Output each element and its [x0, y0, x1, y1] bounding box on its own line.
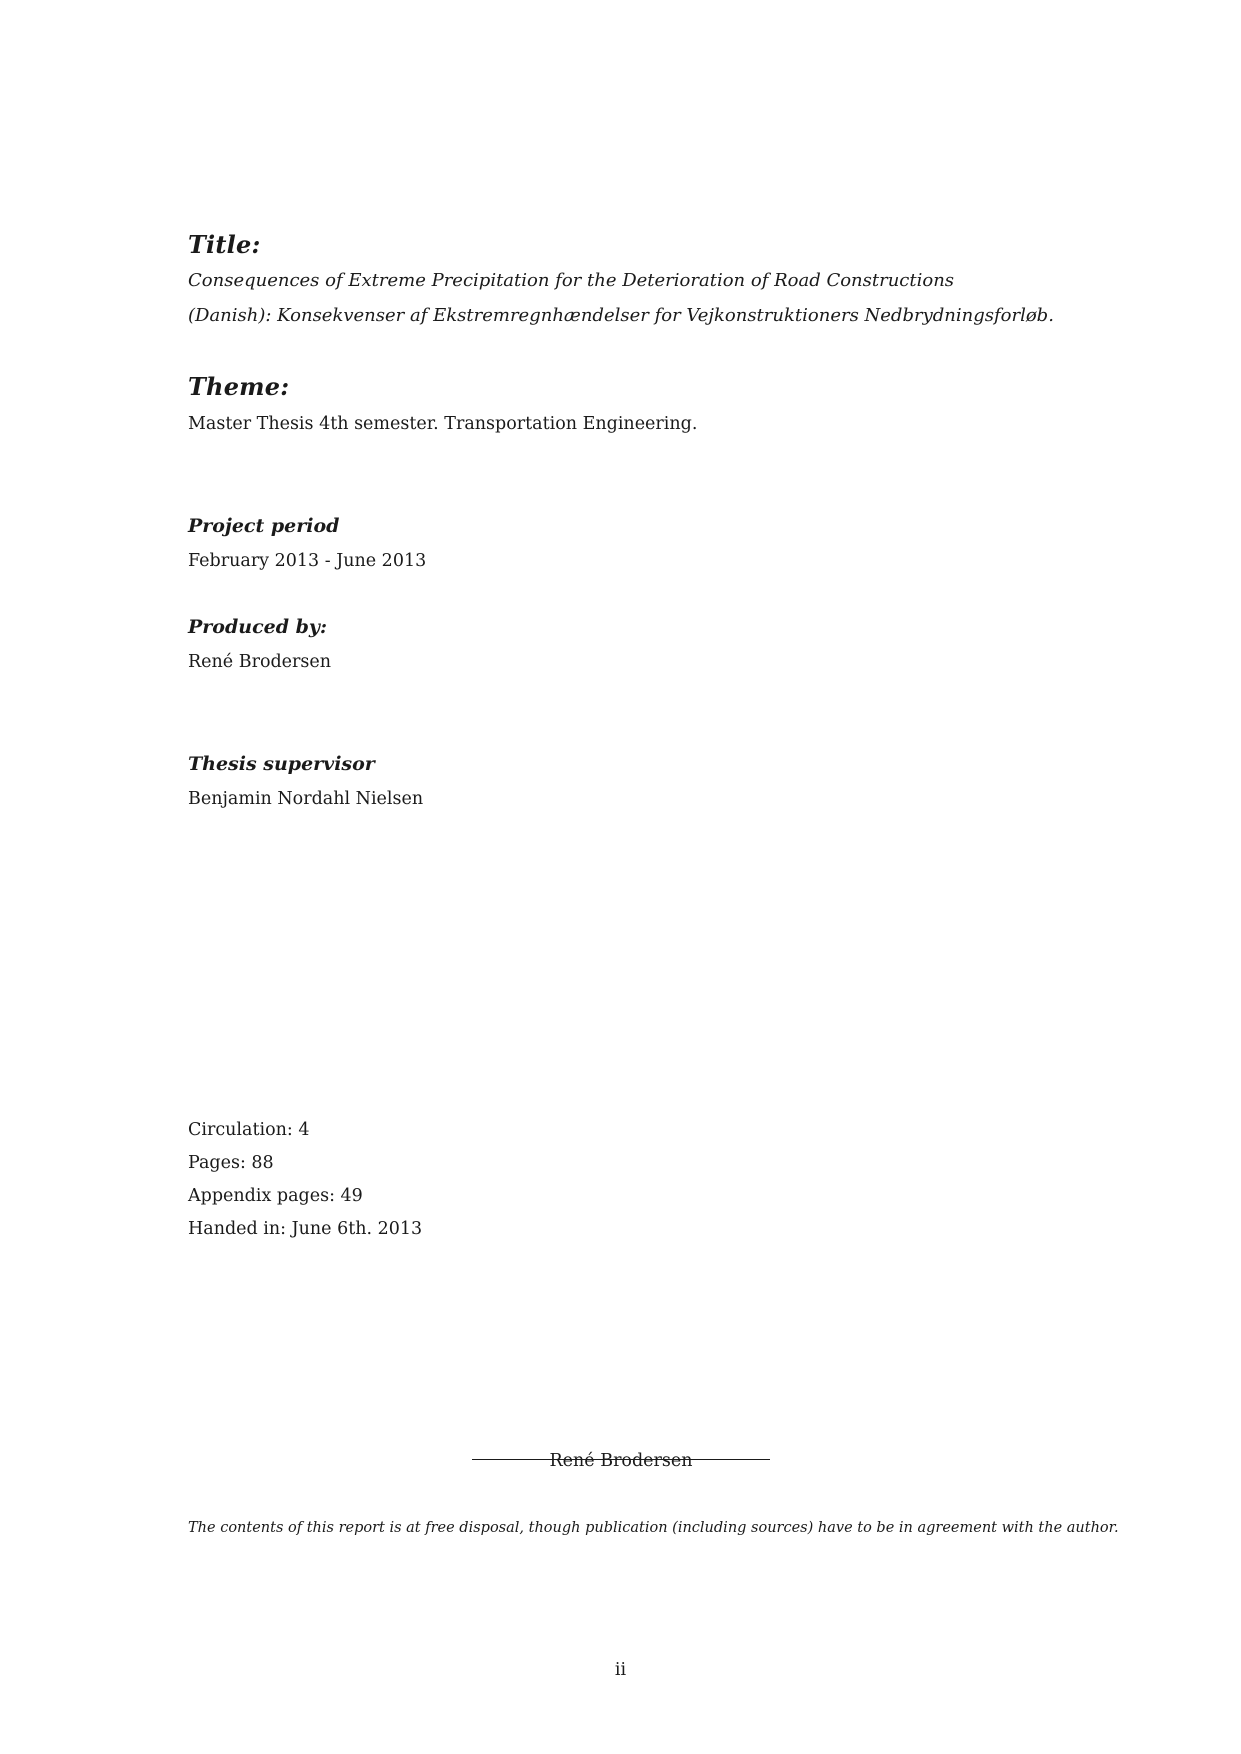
- handed-in-text: Handed in: June 6th. 2013: [188, 1219, 423, 1239]
- title-heading: Title:: [188, 230, 261, 259]
- theme-heading: Theme:: [188, 372, 290, 401]
- supervisor-heading: Thesis supervisor: [188, 753, 375, 775]
- appendix-pages-text: Appendix pages: 49: [188, 1186, 363, 1206]
- project-period-text: February 2013 - June 2013: [188, 551, 427, 571]
- signature-name: René Brodersen: [549, 1451, 693, 1471]
- project-period-heading: Project period: [188, 515, 340, 537]
- disclaimer-note: The contents of this report is at free disposal, though publication (including sources) have to be in agreement with the author.: [188, 1520, 1119, 1536]
- title-danish: (Danish): Konsekvenser af Ekstremregnhændelser for Vejkonstruktioners Nedbrydningsforløb.: [188, 305, 1054, 326]
- circulation-text: Circulation: 4: [188, 1120, 310, 1140]
- produced-by-text: René Brodersen: [188, 652, 332, 672]
- produced-by-heading: Produced by:: [188, 616, 327, 638]
- theme-text: Master Thesis 4th semester. Transportation Engineering.: [188, 414, 698, 434]
- supervisor-text: Benjamin Nordahl Nielsen: [188, 789, 424, 809]
- page-number: ii: [614, 1660, 627, 1680]
- title-english: Consequences of Extreme Precipitation for the Deterioration of Road Constructions: [188, 270, 955, 291]
- pages-text: Pages: 88: [188, 1153, 274, 1173]
